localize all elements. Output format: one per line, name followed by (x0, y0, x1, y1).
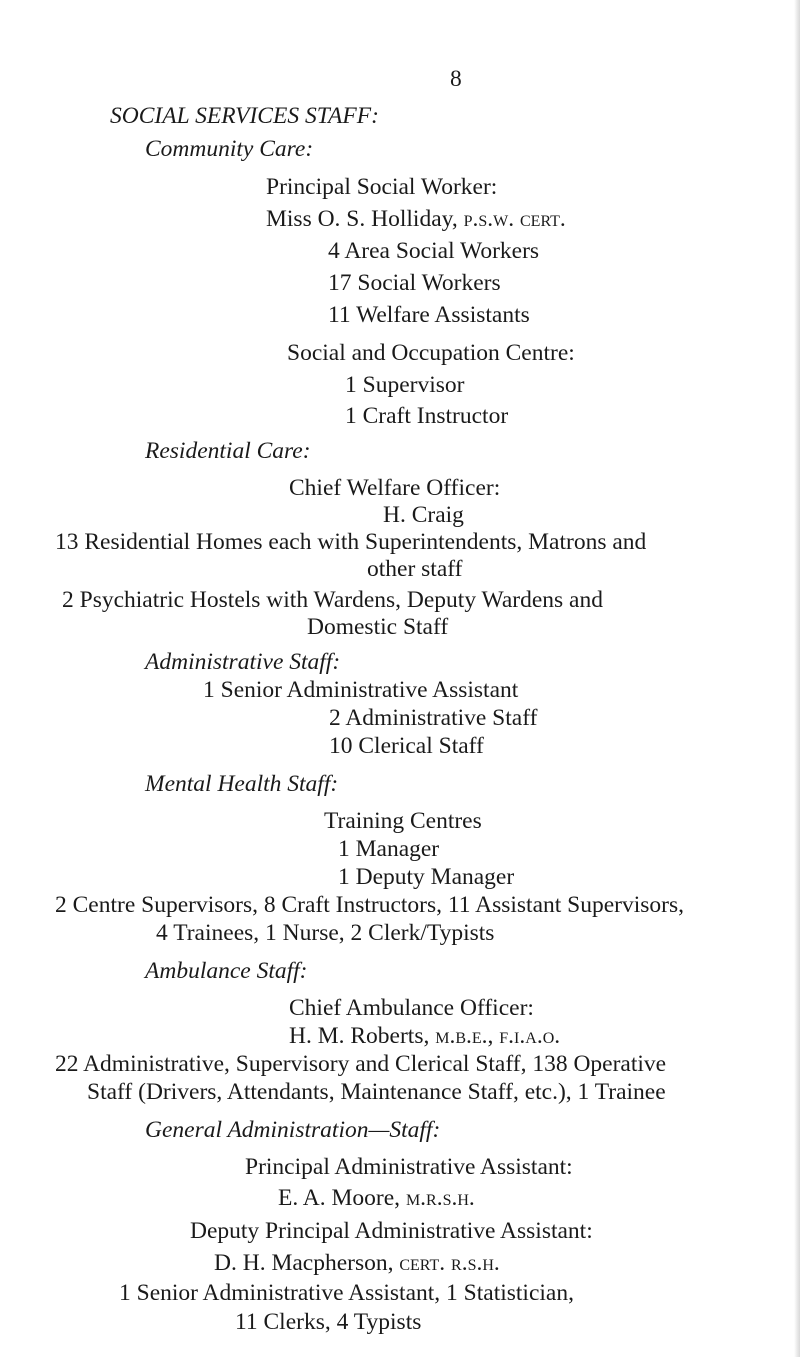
staff-line: Staff (Drivers, Attendants, Maintenance Staff, etc.), 1 Trainee (87, 1079, 666, 1105)
staff-line: 1 Craft Instructor (345, 403, 509, 429)
chief-welfare-officer-title: Chief Welfare Officer: (289, 475, 501, 501)
page-number: 8 (450, 66, 462, 92)
mental-health-staff-heading: Mental Health Staff: (145, 771, 339, 797)
qualification: p.s.w. cert. (463, 206, 566, 232)
staff-line: 10 Clerical Staff (329, 733, 484, 759)
community-care-heading: Community Care: (145, 136, 314, 162)
qualification: m.r.s.h. (405, 1185, 475, 1211)
centre-title: Social and Occupation Centre: (287, 340, 575, 366)
staff-line: Training Centres (324, 808, 482, 834)
qualification: cert. r.s.h. (399, 1250, 500, 1276)
chief-welfare-officer-name: H. Craig (383, 502, 464, 528)
administrative-staff-heading: Administrative Staff: (145, 649, 341, 675)
staff-line: 1 Deputy Manager (338, 864, 515, 890)
deputy-principal-administrative-assistant-name: D. H. Macpherson, cert. r.s.h. (214, 1250, 500, 1276)
staff-line: 2 Psychiatric Hostels with Wardens, Deputy Wardens and (62, 587, 603, 613)
staff-line: 13 Residential Homes each with Superintendents, Matrons and (55, 529, 647, 555)
deputy-principal-administrative-assistant-title: Deputy Principal Administrative Assistant: (190, 1218, 593, 1244)
staff-line: 1 Senior Administrative Assistant (203, 677, 519, 703)
staff-line: other staff (367, 556, 463, 582)
staff-line: 11 Clerks, 4 Typists (235, 1309, 422, 1335)
principal-administrative-assistant-title: Principal Administrative Assistant: (245, 1154, 573, 1180)
chief-ambulance-officer-title: Chief Ambulance Officer: (289, 995, 534, 1021)
principal-administrative-assistant-name: E. A. Moore, m.r.s.h. (278, 1185, 475, 1211)
staff-line: 2 Centre Supervisors, 8 Craft Instructors, 11 Assistant Supervisors, (55, 892, 685, 918)
staff-line: 1 Manager (338, 836, 440, 862)
general-administration-heading: General Administration—Staff: (145, 1117, 441, 1143)
principal-social-worker-name: Miss O. S. Holliday, p.s.w. cert. (266, 206, 566, 232)
page-edge-shadow (794, 0, 800, 1357)
staff-line: 2 Administrative Staff (329, 705, 538, 731)
principal-social-worker-title: Principal Social Worker: (266, 174, 498, 200)
staff-line: 1 Supervisor (345, 372, 465, 398)
ambulance-staff-heading: Ambulance Staff: (145, 958, 308, 984)
staff-line: 22 Administrative, Supervisory and Clerical Staff, 138 Operative (55, 1051, 667, 1077)
staff-line: 11 Welfare Assistants (328, 302, 530, 328)
staff-line: 17 Social Workers (328, 270, 501, 296)
staff-line: 4 Area Social Workers (328, 238, 540, 264)
staff-line: 1 Senior Administrative Assistant, 1 Statistician, (119, 1280, 574, 1306)
qualification: m.b.e., f.i.a.o. (435, 1023, 561, 1049)
chief-ambulance-officer-name: H. M. Roberts, m.b.e., f.i.a.o. (289, 1023, 561, 1049)
section-heading: SOCIAL SERVICES STAFF: (110, 103, 379, 129)
staff-line: Domestic Staff (307, 614, 449, 640)
residential-care-heading: Residential Care: (145, 438, 311, 464)
staff-line: 4 Trainees, 1 Nurse, 2 Clerk/Typists (156, 920, 495, 946)
